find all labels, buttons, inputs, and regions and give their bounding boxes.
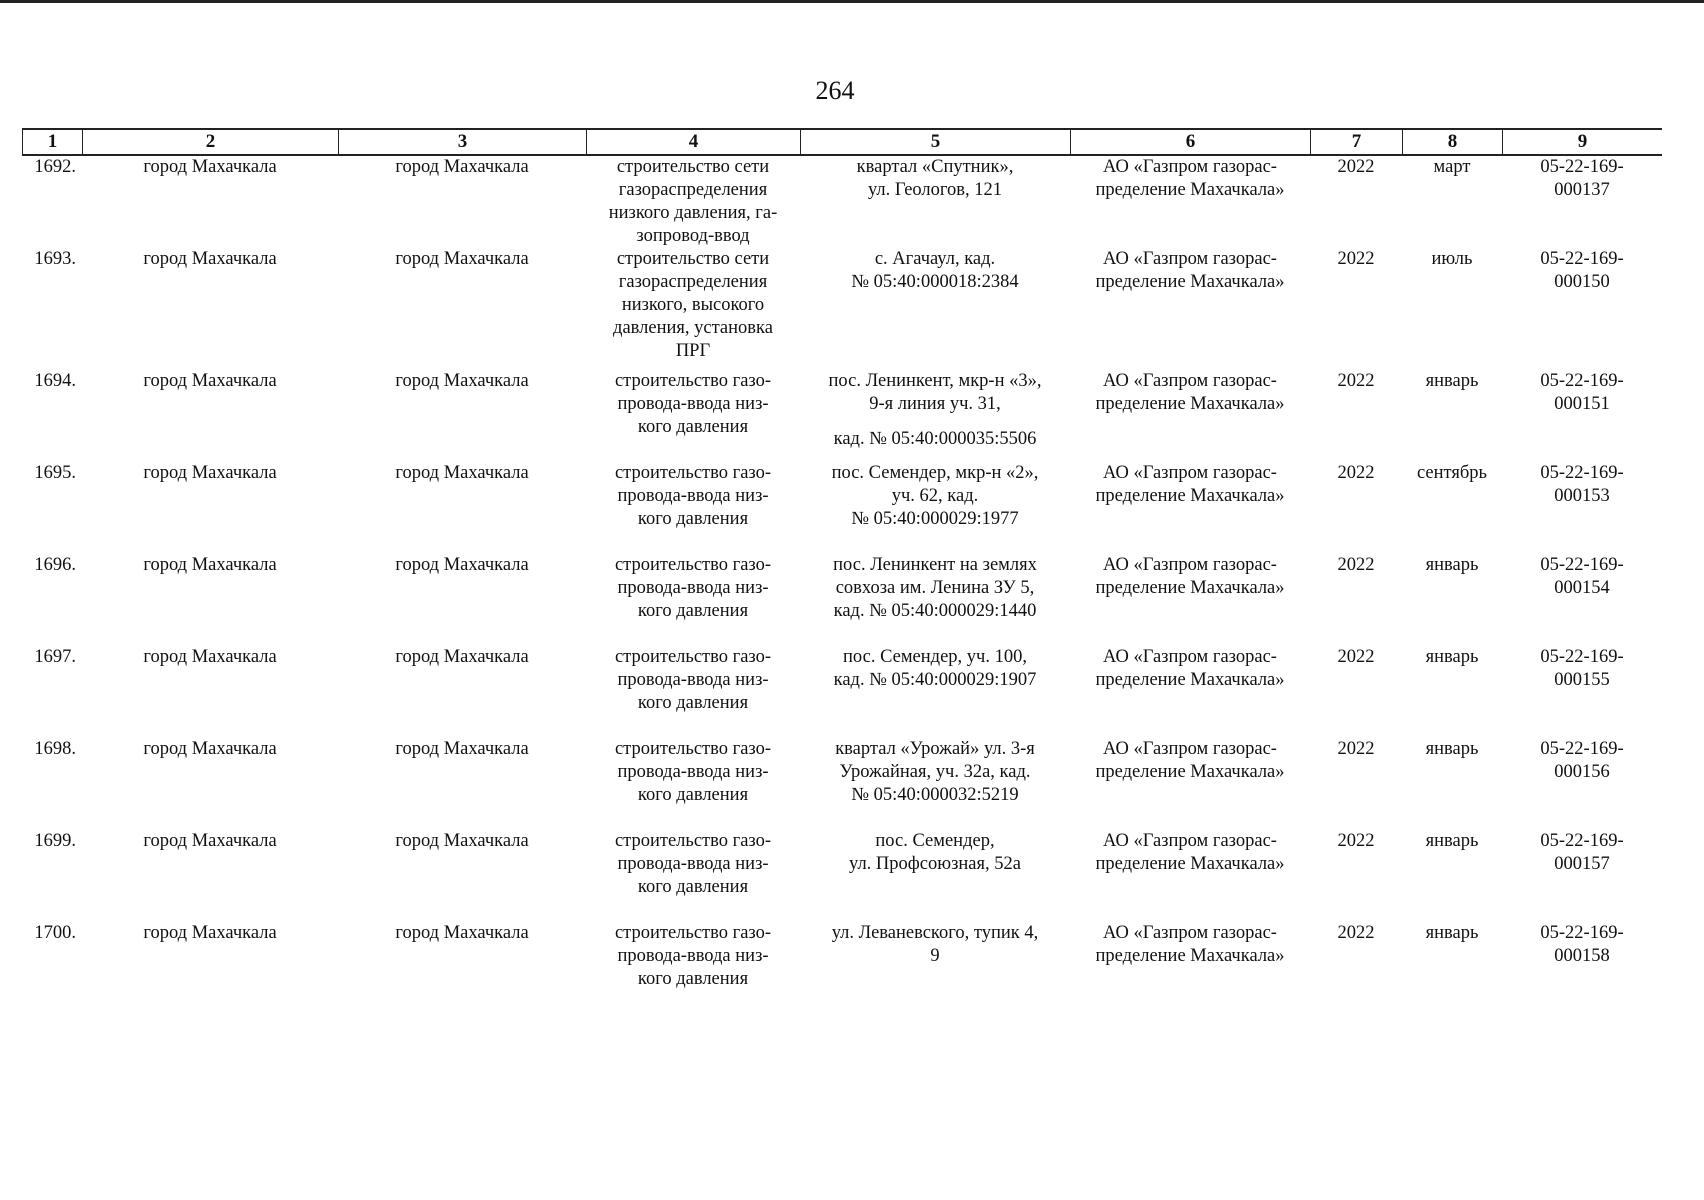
- column-header-4: 4: [586, 130, 800, 154]
- address-line: пос. Семендер, мкр-н «2»,: [831, 463, 1039, 483]
- address-line: 9: [930, 946, 940, 966]
- work-description-line: провода-ввода низ-: [617, 670, 769, 690]
- code-line: 05-22-169-: [1540, 923, 1624, 943]
- address-line: № 05:40:000018:2384: [851, 272, 1019, 292]
- code-line: 000156: [1554, 762, 1610, 782]
- work-description-line: кого давления: [637, 969, 749, 989]
- month-cell: январь: [1425, 831, 1479, 851]
- address-line: № 05:40:000029:1977: [851, 509, 1019, 529]
- municipality-cell: город Махачкала: [143, 371, 277, 391]
- code-line: 05-22-169-: [1540, 739, 1624, 759]
- address-line: кад. № 05:40:000029:1440: [833, 601, 1037, 621]
- organization-line: АО «Газпром газорас-: [1103, 157, 1277, 177]
- code-line: 05-22-169-: [1540, 157, 1624, 177]
- work-description-line: строительство газо-: [614, 647, 772, 667]
- year-cell: 2022: [1337, 555, 1375, 575]
- work-description-line: кого давления: [637, 601, 749, 621]
- month-cell: январь: [1425, 739, 1479, 759]
- organization-line: пределение Махачкала»: [1095, 578, 1285, 598]
- address-line: совхоза им. Ленина ЗУ 5,: [835, 578, 1035, 598]
- address-line: квартал «Урожай» ул. 3-я: [835, 739, 1035, 759]
- organization-line: пределение Махачкала»: [1095, 486, 1285, 506]
- code-line: 000155: [1554, 670, 1610, 690]
- organization-line: АО «Газпром газорас-: [1103, 923, 1277, 943]
- organization-cell: [1070, 738, 1310, 784]
- address-line: квартал «Спутник»,: [856, 157, 1014, 177]
- municipality-cell: город Махачкала: [143, 463, 277, 483]
- municipality-cell: город Махачкала: [143, 923, 277, 943]
- organization-line: АО «Газпром газорас-: [1103, 647, 1277, 667]
- row-number-cell: 1699.: [34, 831, 76, 851]
- settlement-cell: город Махачкала: [395, 249, 529, 269]
- row-number-cell: 1697.: [34, 647, 76, 667]
- work-description-cell: [586, 922, 800, 991]
- year-cell: 2022: [1337, 463, 1375, 483]
- organization-line: АО «Газпром газорас-: [1103, 555, 1277, 575]
- work-description-line: провода-ввода низ-: [617, 762, 769, 782]
- year-cell: 2022: [1337, 923, 1375, 943]
- municipality-cell: город Махачкала: [143, 647, 277, 667]
- code-cell: [1502, 370, 1662, 416]
- work-description-cell: [586, 554, 800, 623]
- settlement-cell: город Махачкала: [395, 923, 529, 943]
- column-header-6: 6: [1070, 130, 1310, 154]
- address-line: уч. 62, кад.: [891, 486, 979, 506]
- code-line: 05-22-169-: [1540, 647, 1624, 667]
- month-cell: сентябрь: [1417, 463, 1487, 483]
- work-description-line: газораспределения: [618, 272, 768, 292]
- address-cell: [800, 646, 1070, 692]
- settlement-cell: город Махачкала: [395, 463, 529, 483]
- work-description-line: кого давления: [637, 417, 749, 437]
- work-description-line: провода-ввода низ-: [617, 946, 769, 966]
- work-description-line: низкого, высокого: [621, 295, 765, 315]
- address-cell: [800, 156, 1070, 202]
- code-cell: [1502, 738, 1662, 784]
- organization-line: АО «Газпром газорас-: [1103, 463, 1277, 483]
- year-cell: 2022: [1337, 831, 1375, 851]
- code-line: 000153: [1554, 486, 1610, 506]
- work-description-cell: [586, 370, 800, 439]
- code-line: 000151: [1554, 394, 1610, 414]
- page-number: 264: [815, 76, 855, 105]
- work-description-line: давления, установка: [613, 318, 773, 338]
- column-header-7: 7: [1310, 130, 1402, 154]
- row-number-cell: 1694.: [34, 371, 76, 391]
- row-number-cell: 1696.: [34, 555, 76, 575]
- organization-line: пределение Махачкала»: [1095, 670, 1285, 690]
- work-description-line: строительство сети: [616, 157, 770, 177]
- organization-cell: [1070, 646, 1310, 692]
- organization-line: пределение Махачкала»: [1095, 946, 1285, 966]
- code-line: 000158: [1554, 946, 1610, 966]
- code-line: 000154: [1554, 578, 1610, 598]
- column-header-2: 2: [82, 130, 338, 154]
- address-line: № 05:40:000032:5219: [851, 785, 1019, 805]
- organization-line: АО «Газпром газорас-: [1103, 249, 1277, 269]
- column-header-5: 5: [800, 130, 1070, 154]
- work-description-line: зопровод-ввод: [636, 226, 750, 246]
- work-description-line: строительство сети: [616, 249, 770, 269]
- work-description-line: низкого давления, га-: [608, 203, 778, 223]
- top-rule: [0, 0, 1704, 3]
- row-number-cell: 1698.: [34, 739, 76, 759]
- address-line: Урожайная, уч. 32а, кад.: [839, 762, 1031, 782]
- work-description-line: строительство газо-: [614, 371, 772, 391]
- code-line: 000157: [1554, 854, 1610, 874]
- code-line: 000150: [1554, 272, 1610, 292]
- work-description-cell: [586, 738, 800, 807]
- month-cell: январь: [1425, 923, 1479, 943]
- column-header-3: 3: [338, 130, 586, 154]
- work-description-line: провода-ввода низ-: [617, 394, 769, 414]
- table-header: [22, 128, 1662, 156]
- code-cell: [1502, 156, 1662, 202]
- code-line: 05-22-169-: [1540, 555, 1624, 575]
- work-description-line: газораспределения: [618, 180, 768, 200]
- month-cell: март: [1433, 157, 1471, 177]
- address-line: ул. Геологов, 121: [867, 180, 1003, 200]
- organization-line: пределение Махачкала»: [1095, 854, 1285, 874]
- address-cell: [800, 830, 1070, 876]
- address-line: ул. Леваневского, тупик 4,: [831, 923, 1039, 943]
- settlement-cell: город Махачкала: [395, 157, 529, 177]
- address-line: с. Агачаул, кад.: [874, 249, 996, 269]
- address-cell: [800, 738, 1070, 807]
- address-cell: [800, 922, 1070, 968]
- address-cell: [800, 462, 1070, 531]
- address-cell: [800, 248, 1070, 294]
- organization-line: АО «Газпром газорас-: [1103, 371, 1277, 391]
- organization-line: АО «Газпром газорас-: [1103, 739, 1277, 759]
- organization-line: пределение Махачкала»: [1095, 272, 1285, 292]
- address-line: пос. Семендер,: [875, 831, 995, 851]
- settlement-cell: город Махачкала: [395, 555, 529, 575]
- code-line: 05-22-169-: [1540, 463, 1624, 483]
- settlement-cell: город Махачкала: [395, 739, 529, 759]
- code-cell: [1502, 646, 1662, 692]
- month-cell: январь: [1425, 647, 1479, 667]
- organization-line: пределение Махачкала»: [1095, 394, 1285, 414]
- year-cell: 2022: [1337, 249, 1375, 269]
- work-description-cell: [586, 248, 800, 363]
- column-header-8: 8: [1402, 130, 1502, 154]
- settlement-cell: город Махачкала: [395, 371, 529, 391]
- work-description-line: кого давления: [637, 785, 749, 805]
- organization-line: пределение Махачкала»: [1095, 762, 1285, 782]
- work-description-line: провода-ввода низ-: [617, 854, 769, 874]
- code-cell: [1502, 922, 1662, 968]
- address-line: кад. № 05:40:000029:1907: [833, 670, 1037, 690]
- row-number-cell: 1693.: [34, 249, 76, 269]
- column-header-9: 9: [1502, 130, 1662, 154]
- municipality-cell: город Махачкала: [143, 249, 277, 269]
- address-line: ул. Профсоюзная, 52а: [849, 854, 1021, 874]
- address-line: пос. Ленинкент на землях: [833, 555, 1037, 575]
- code-cell: [1502, 248, 1662, 294]
- municipality-cell: город Махачкала: [143, 831, 277, 851]
- organization-cell: [1070, 462, 1310, 508]
- organization-line: пределение Махачкала»: [1095, 180, 1285, 200]
- organization-cell: [1070, 248, 1310, 294]
- work-description-line: строительство газо-: [614, 831, 772, 851]
- address-cell: [800, 370, 1070, 451]
- municipality-cell: город Махачкала: [143, 157, 277, 177]
- address-line: пос. Ленинкент, мкр-н «3»,: [828, 371, 1042, 391]
- work-description-line: кого давления: [637, 693, 749, 713]
- work-description-cell: [586, 462, 800, 531]
- work-description-line: провода-ввода низ-: [617, 578, 769, 598]
- settlement-cell: город Махачкала: [395, 831, 529, 851]
- municipality-cell: город Махачкала: [143, 739, 277, 759]
- row-number-cell: 1695.: [34, 463, 76, 483]
- year-cell: 2022: [1337, 157, 1375, 177]
- work-description-cell: [586, 646, 800, 715]
- column-header-1: 1: [22, 130, 82, 154]
- address-line: 9-я линия уч. 31,: [869, 394, 1001, 414]
- work-description-cell: [586, 156, 800, 248]
- address-line: пос. Семендер, уч. 100,: [843, 647, 1027, 667]
- work-description-line: провода-ввода низ-: [617, 486, 769, 506]
- row-number-cell: 1700.: [34, 923, 76, 943]
- code-cell: [1502, 462, 1662, 508]
- month-cell: январь: [1425, 555, 1479, 575]
- code-line: 000137: [1554, 180, 1610, 200]
- row-number-cell: 1692.: [34, 157, 76, 177]
- organization-cell: [1070, 922, 1310, 968]
- work-description-line: строительство газо-: [614, 923, 772, 943]
- year-cell: 2022: [1337, 371, 1375, 391]
- address-line: кад. № 05:40:000035:5506: [833, 429, 1037, 449]
- work-description-line: кого давления: [637, 877, 749, 897]
- work-description-line: строительство газо-: [614, 739, 772, 759]
- month-cell: июль: [1431, 249, 1473, 269]
- code-cell: [1502, 554, 1662, 600]
- work-description-line: ПРГ: [675, 341, 711, 361]
- organization-cell: [1070, 370, 1310, 416]
- address-cell: [800, 554, 1070, 623]
- work-description-line: кого давления: [637, 509, 749, 529]
- organization-cell: [1070, 830, 1310, 876]
- work-description-cell: [586, 830, 800, 899]
- work-description-line: строительство газо-: [614, 555, 772, 575]
- organization-cell: [1070, 554, 1310, 600]
- code-line: 05-22-169-: [1540, 249, 1624, 269]
- code-line: 05-22-169-: [1540, 831, 1624, 851]
- work-description-line: строительство газо-: [614, 463, 772, 483]
- code-cell: [1502, 830, 1662, 876]
- organization-cell: [1070, 156, 1310, 202]
- year-cell: 2022: [1337, 647, 1375, 667]
- settlement-cell: город Махачкала: [395, 647, 529, 667]
- organization-line: АО «Газпром газорас-: [1103, 831, 1277, 851]
- code-line: 05-22-169-: [1540, 371, 1624, 391]
- year-cell: 2022: [1337, 739, 1375, 759]
- municipality-cell: город Махачкала: [143, 555, 277, 575]
- month-cell: январь: [1425, 371, 1479, 391]
